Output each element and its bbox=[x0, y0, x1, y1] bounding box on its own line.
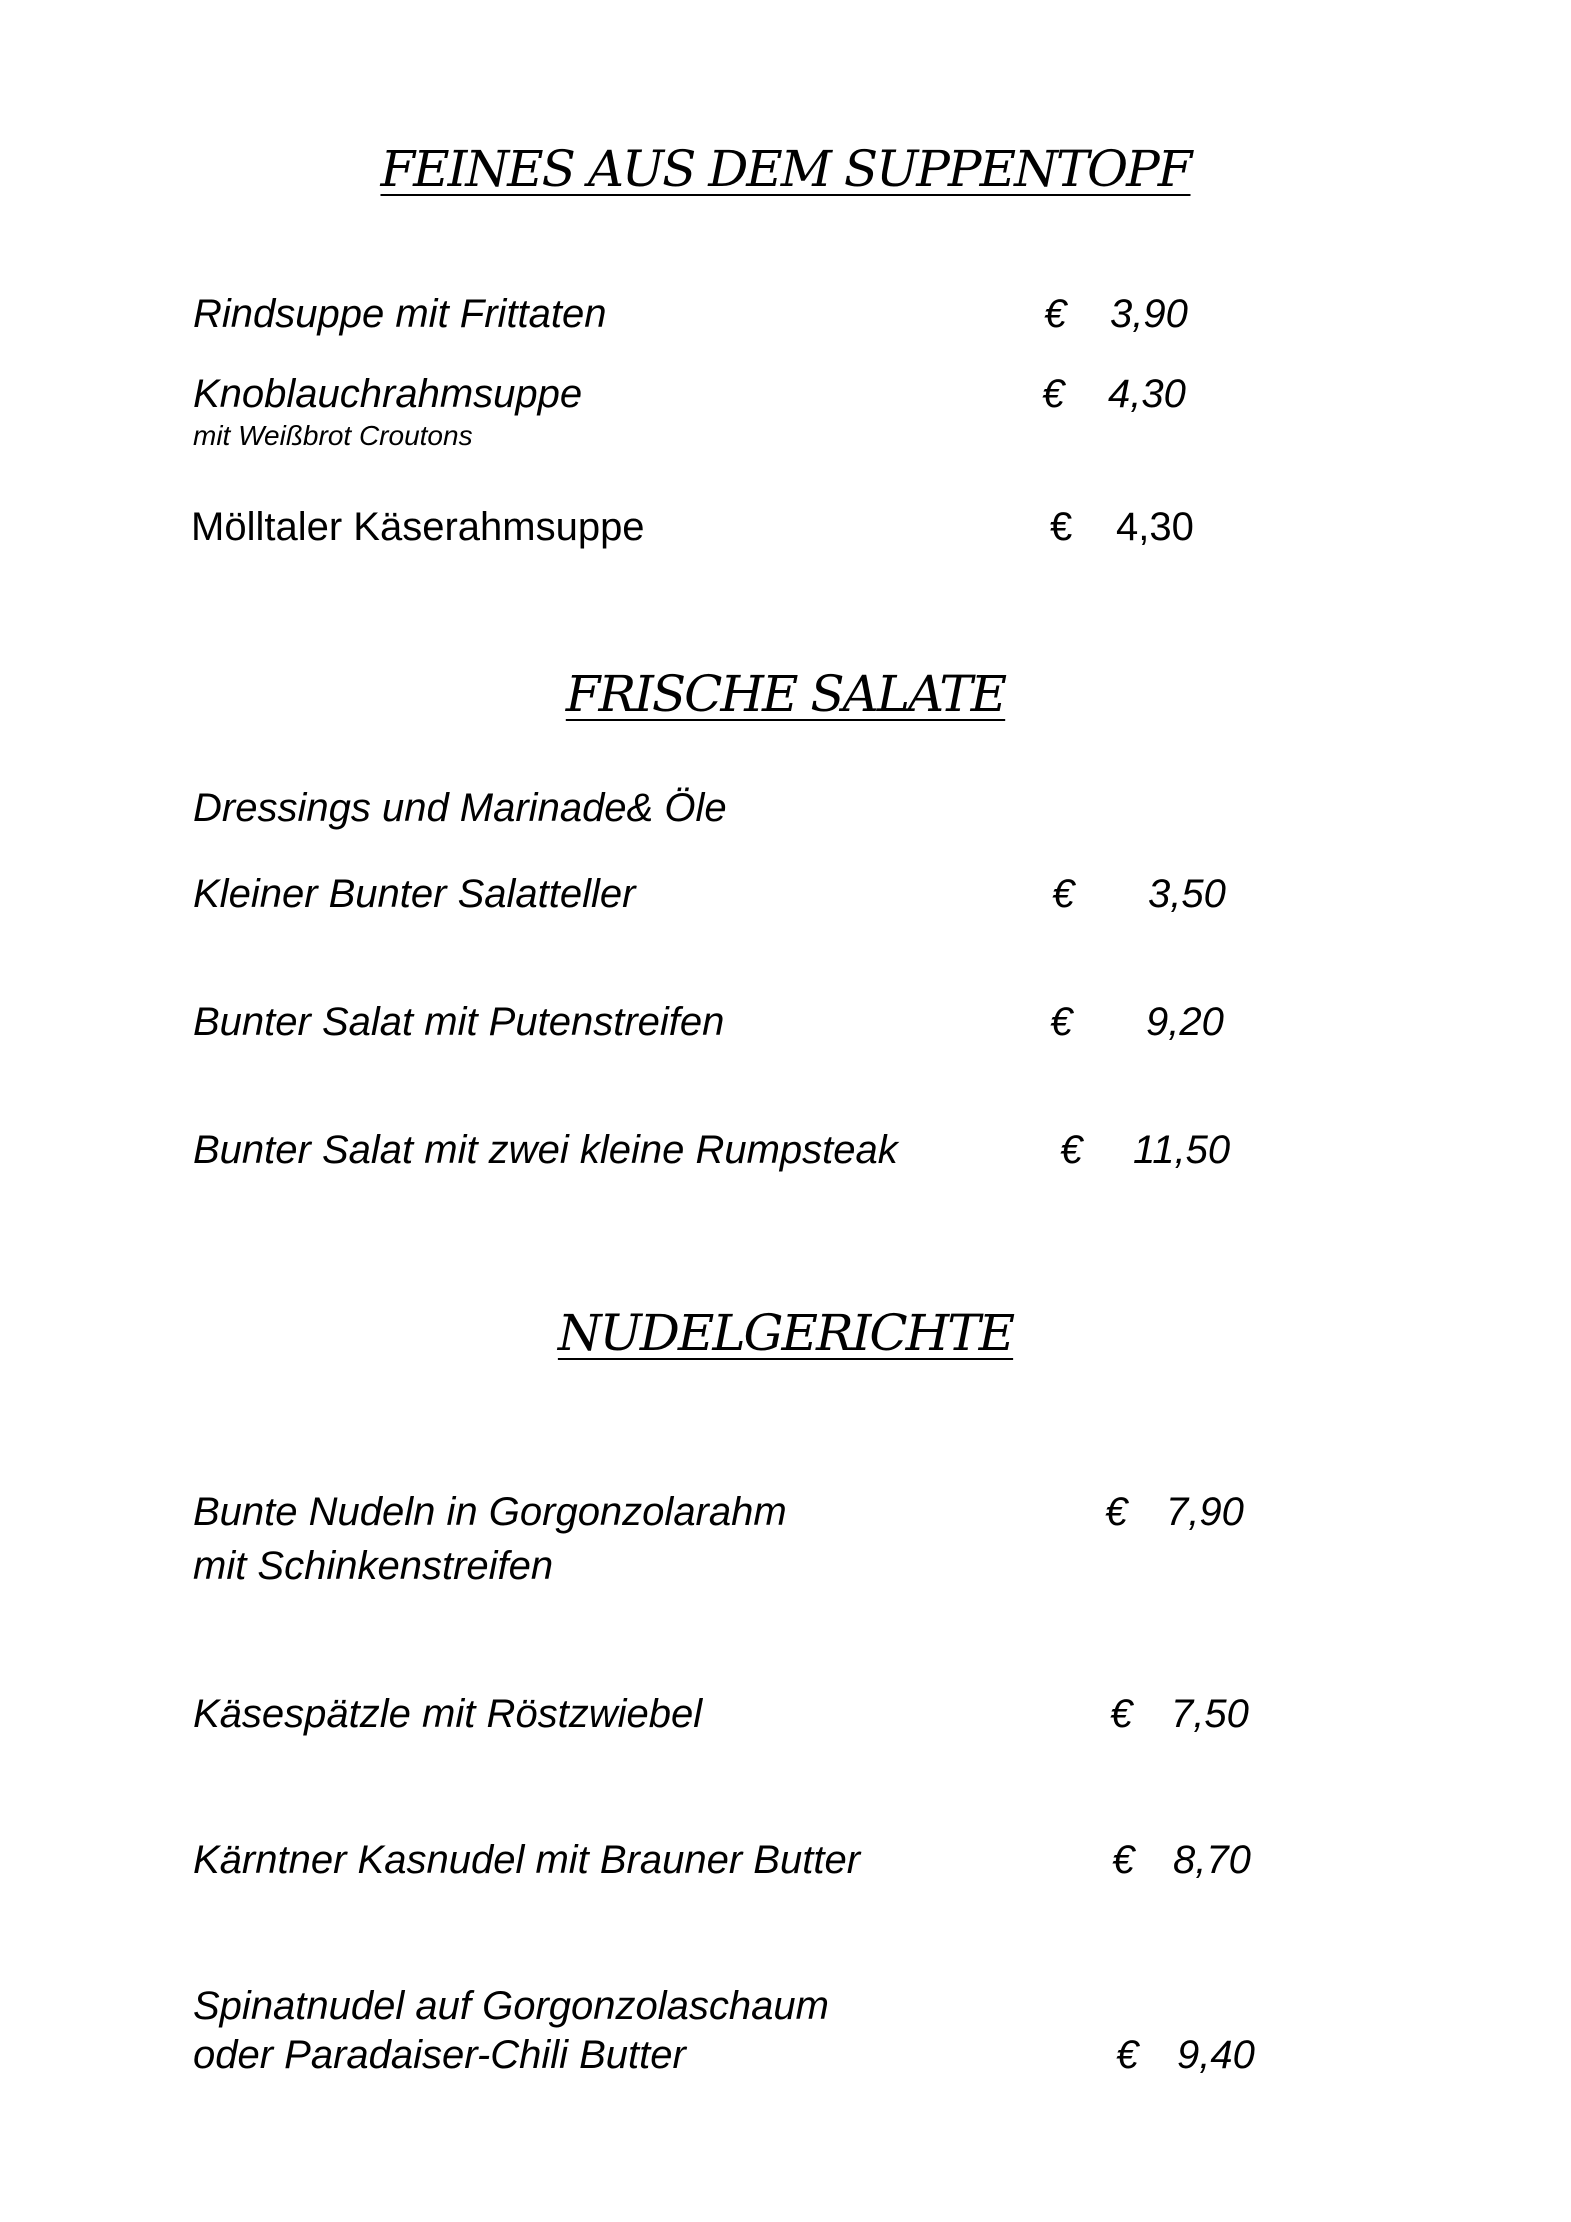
menu-item-price bbox=[1052, 870, 1226, 918]
section-title-soups: FEINES AUS DEM SUPPENTOPF bbox=[380, 140, 1191, 198]
menu-item-price bbox=[1116, 2031, 1255, 2079]
currency-symbol: € bbox=[1042, 372, 1065, 416]
menu-item-name: Käsespätzle mit Röstzwiebel bbox=[193, 1692, 703, 1736]
price-value: 7,90 bbox=[1166, 1490, 1244, 1534]
currency-symbol: € bbox=[1052, 872, 1075, 916]
menu-item-name: Bunte Nudeln in Gorgonzolarahm bbox=[193, 1490, 787, 1534]
menu-item-name: Kärntner Kasnudel mit Brauner Butter bbox=[193, 1838, 861, 1882]
menu-item-price bbox=[1110, 1690, 1249, 1738]
menu-item-name: Kleiner Bunter Salatteller bbox=[193, 872, 636, 916]
menu-item-name: Rindsuppe mit Frittaten bbox=[193, 292, 607, 336]
menu-item-name: Bunter Salat mit Putenstreifen bbox=[193, 1000, 725, 1044]
menu-item-name: Knoblauchrahmsuppe bbox=[193, 372, 583, 416]
menu-item-price bbox=[1044, 290, 1188, 338]
price-value: 9,40 bbox=[1177, 2033, 1255, 2077]
menu-item-name-line2: mit Schinkenstreifen bbox=[193, 1544, 554, 1588]
price-value: 3,90 bbox=[1110, 292, 1188, 336]
menu-item-price bbox=[1050, 998, 1224, 1046]
section-title-salads: FRISCHE SALATE bbox=[565, 665, 1006, 723]
price-value: 8,70 bbox=[1173, 1838, 1251, 1882]
price-value: 7,50 bbox=[1171, 1692, 1249, 1736]
currency-symbol: € bbox=[1050, 1000, 1073, 1044]
menu-item-price bbox=[1060, 1126, 1230, 1174]
menu-item-note: mit Weißbrot Croutons bbox=[193, 420, 473, 451]
currency-symbol: € bbox=[1044, 292, 1067, 336]
price-value: 9,20 bbox=[1146, 1000, 1224, 1044]
menu-item-name: Bunter Salat mit zwei kleine Rumpsteak bbox=[193, 1128, 898, 1172]
currency-symbol: € bbox=[1116, 2033, 1139, 2077]
menu-item-price bbox=[1042, 370, 1186, 418]
currency-symbol: € bbox=[1050, 505, 1073, 549]
menu-item-name-line2: oder Paradaiser-Chili Butter bbox=[193, 2033, 686, 2077]
section-title-noodles: NUDELGERICHTE bbox=[557, 1304, 1014, 1362]
menu-item-price bbox=[1050, 503, 1194, 551]
menu-item-name: Mölltaler Käserahmsuppe bbox=[191, 505, 645, 549]
currency-symbol: € bbox=[1060, 1128, 1083, 1172]
menu-item-price bbox=[1112, 1836, 1251, 1884]
currency-symbol: € bbox=[1110, 1692, 1133, 1736]
menu-item-name: Spinatnudel auf Gorgonzolaschaum bbox=[193, 1984, 829, 2028]
price-value: 11,50 bbox=[1133, 1128, 1231, 1172]
price-value: 4,30 bbox=[1116, 505, 1194, 549]
currency-symbol: € bbox=[1105, 1490, 1128, 1534]
currency-symbol: € bbox=[1112, 1838, 1135, 1882]
price-value: 3,50 bbox=[1148, 872, 1226, 916]
menu-item-price bbox=[1105, 1488, 1244, 1536]
price-value: 4,30 bbox=[1108, 372, 1186, 416]
section-intro: Dressings und Marinade& Öle bbox=[193, 786, 727, 830]
